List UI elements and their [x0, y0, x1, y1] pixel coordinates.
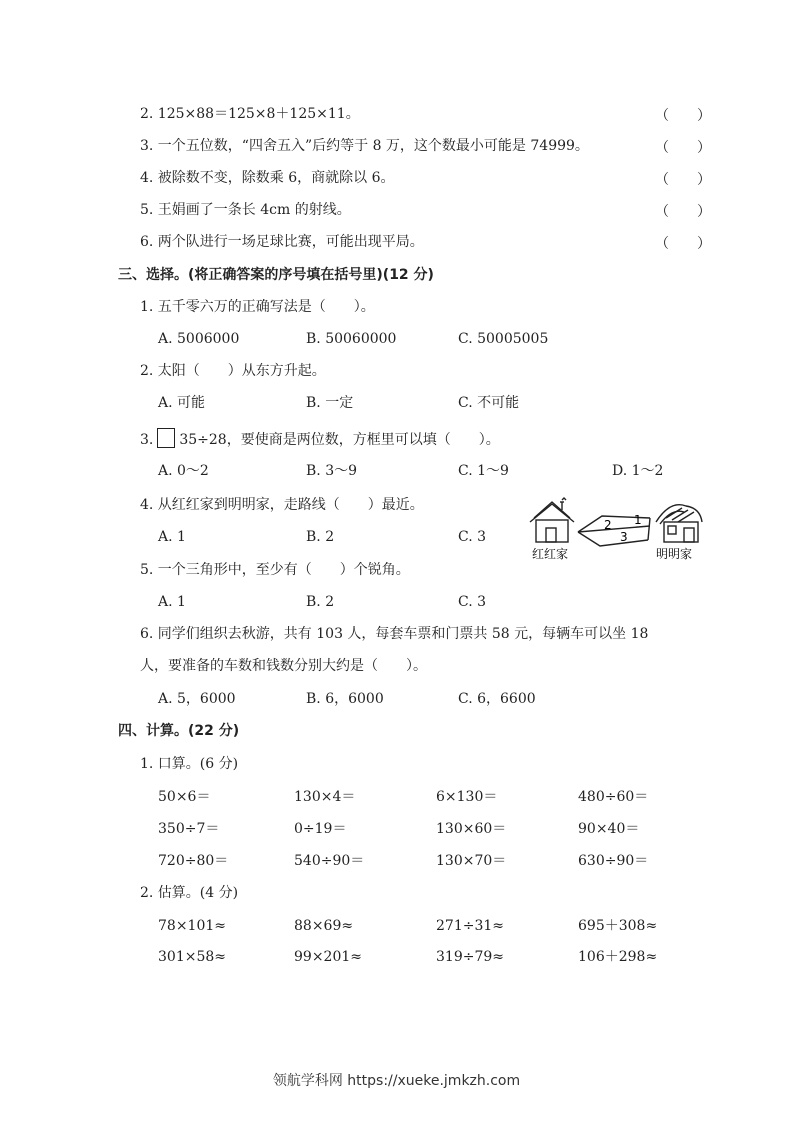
option[interactable]: A. 1	[158, 529, 186, 545]
choice-q3	[140, 428, 500, 449]
answer-paren[interactable]: （ ）	[655, 140, 711, 156]
option[interactable]: C. 6，6600	[458, 691, 536, 707]
option[interactable]: A. 可能	[158, 395, 206, 411]
option[interactable]: A. 1	[158, 594, 186, 610]
option[interactable]: B. 6，6000	[306, 691, 384, 707]
estimate-cell[interactable]: 695＋308≈	[578, 918, 658, 934]
oral-title: 1. 口算。(6 分)	[140, 756, 239, 772]
estimate-cell[interactable]: 99×201≈	[294, 949, 362, 965]
estimate-cell[interactable]: 106＋298≈	[578, 949, 658, 965]
choice-q2: 2. 太阳（ ）从东方升起。	[140, 363, 326, 379]
option[interactable]: C. 50005005	[458, 331, 549, 347]
oral-cell[interactable]: 720÷80＝	[158, 853, 229, 869]
oral-cell[interactable]: 6×130＝	[436, 789, 498, 805]
route-label-1: 1	[634, 513, 642, 527]
oral-cell[interactable]: 0÷19＝	[294, 821, 347, 837]
page-footer[interactable]: 领航学科网 https://xueke.jmkzh.com	[272, 1073, 521, 1089]
choice-q6-line2: 人，要准备的车数和钱数分别大约是（ ）。	[140, 658, 427, 674]
left-house-label: 红红家	[532, 547, 569, 561]
answer-paren[interactable]: （ ）	[655, 172, 711, 188]
oral-cell[interactable]: 350÷7＝	[158, 821, 220, 837]
answer-paren[interactable]: （ ）	[655, 204, 711, 220]
estimate-cell[interactable]: 319÷79≈	[436, 949, 504, 965]
choice-q5: 5. 一个三角形中，至少有（ ）个锐角。	[140, 562, 410, 578]
estimate-title: 2. 估算。(4 分)	[140, 885, 239, 901]
answer-paren[interactable]: （ ）	[655, 236, 711, 252]
question-text: 35÷28，要使商是两位数，方框里可以填（ ）。	[179, 432, 500, 448]
estimate-cell[interactable]: 301×58≈	[158, 949, 226, 965]
section-heading-choice: 三、选择。(将正确答案的序号填在括号里)(12 分)	[118, 267, 434, 283]
section-heading-calc: 四、计算。(22 分)	[118, 723, 240, 739]
right-house-icon	[656, 505, 702, 542]
option[interactable]: B. 2	[306, 594, 335, 610]
judge-item-2: 2. 125×88＝125×8＋125×11。	[140, 106, 360, 122]
question-number: 3.	[140, 432, 154, 448]
estimate-cell[interactable]: 88×69≈	[294, 918, 354, 934]
option[interactable]: B. 2	[306, 529, 335, 545]
choice-q6-line1: 6. 同学们组织去秋游，共有 103 人，每套车票和门票共 58 元，每辆车可以坐 18	[140, 626, 649, 642]
option[interactable]: B. 3～9	[306, 463, 358, 479]
option[interactable]: D. 1～2	[612, 463, 664, 479]
judge-item-4: 4. 被除数不变，除数乘 6，商就除以 6。	[140, 170, 395, 186]
blank-box[interactable]	[157, 428, 175, 448]
choice-q1: 1. 五千零六万的正确写法是（ ）。	[140, 299, 375, 315]
estimate-cell[interactable]: 78×101≈	[158, 918, 226, 934]
option[interactable]: C. 3	[458, 529, 487, 545]
route-label-2: 2	[604, 518, 612, 532]
option[interactable]: B. 一定	[306, 395, 354, 411]
oral-cell[interactable]: 630÷90＝	[578, 853, 649, 869]
option[interactable]: C. 不可能	[458, 395, 520, 411]
estimate-cell[interactable]: 271÷31≈	[436, 918, 504, 934]
option[interactable]: A. 0～2	[158, 463, 209, 479]
choice-q4: 4. 从红红家到明明家，走路线（ ）最近。	[140, 497, 424, 513]
oral-cell[interactable]: 130×60＝	[436, 821, 507, 837]
oral-cell[interactable]: 90×40＝	[578, 821, 640, 837]
oral-cell[interactable]: 50×6＝	[158, 789, 211, 805]
option[interactable]: A. 5，6000	[158, 691, 236, 707]
oral-cell[interactable]: 540÷90＝	[294, 853, 365, 869]
option[interactable]: C. 1～9	[458, 463, 509, 479]
oral-cell[interactable]: 130×70＝	[436, 853, 507, 869]
option[interactable]: B. 50060000	[306, 331, 397, 347]
option[interactable]: C. 3	[458, 594, 487, 610]
route-diagram	[522, 496, 708, 568]
judge-item-3: 3. 一个五位数，“四舍五入”后约等于 8 万，这个数最小可能是 74999。	[140, 138, 589, 154]
right-house-label: 明明家	[656, 547, 693, 561]
oral-cell[interactable]: 480÷60＝	[578, 789, 649, 805]
option[interactable]: A. 5006000	[158, 331, 240, 347]
judge-item-6: 6. 两个队进行一场足球比赛，可能出现平局。	[140, 234, 424, 250]
answer-paren[interactable]: （ ）	[655, 108, 711, 124]
route-label-3: 3	[620, 530, 628, 544]
left-house-icon	[530, 498, 574, 542]
judge-item-5: 5. 王娟画了一条长 4cm 的射线。	[140, 202, 351, 218]
oral-cell[interactable]: 130×4＝	[294, 789, 356, 805]
